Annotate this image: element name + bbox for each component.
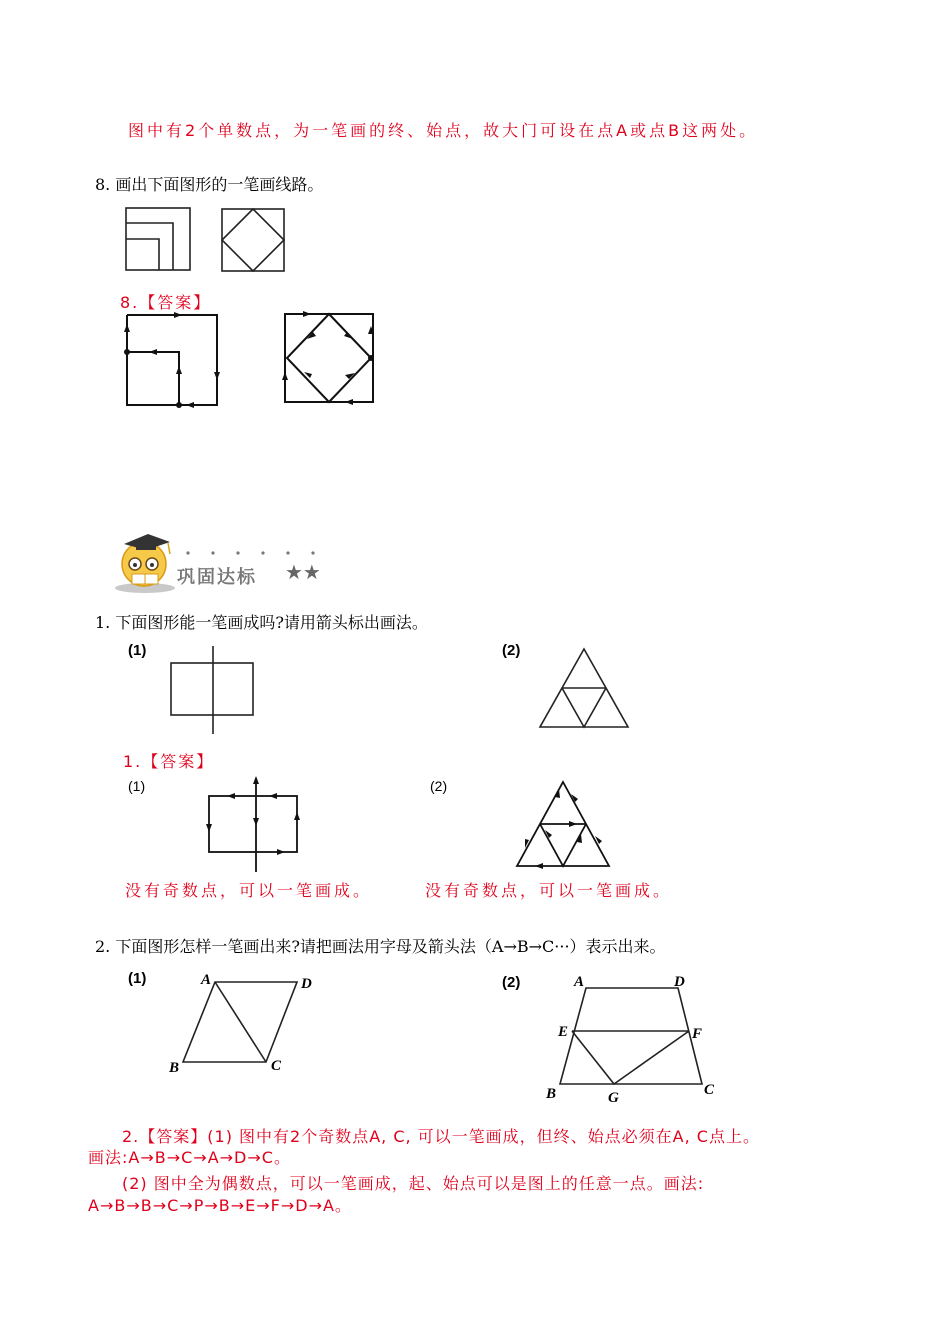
banner-dots: [185, 550, 335, 556]
q2-fig2-point-E: E: [558, 1024, 569, 1040]
q1-answer-label: 1.【答案】: [123, 752, 215, 771]
q2-fig1-point-B: B: [169, 1060, 180, 1076]
q1-answer-figure-2: [515, 780, 613, 870]
question-2: 2. 下面图形怎样一笔画出来?请把画法用字母及箭头法（A→B→C···）表示出来。: [95, 937, 666, 956]
q2-answer-line-1: 2.【答案】(1) 图中有2个奇数点A, C, 可以一笔画成，但终、始点必须在A, C点上。: [122, 1127, 760, 1146]
q2-figure-1-label: (1): [128, 970, 147, 987]
q1-figure-1: [168, 644, 258, 736]
q1-answer-2-label: (2): [430, 778, 448, 794]
banner-title: 巩固达标: [177, 567, 257, 588]
q2-fig1-point-C: C: [271, 1058, 282, 1074]
q2-fig2-point-B: B: [546, 1086, 557, 1102]
question-1: 1. 下面图形能一笔画成吗?请用箭头标出画法。: [95, 613, 428, 632]
mascot-icon: [110, 530, 180, 594]
question-8: 8. 画出下面图形的一笔画线路。: [95, 175, 324, 194]
q1-figure-2-label: (2): [502, 642, 521, 659]
q2-fig2-point-A: A: [574, 974, 585, 990]
q8-figure-square-diamond: [221, 208, 287, 274]
q1-answer-figure-1: [205, 776, 301, 874]
q2-fig2-point-G: G: [608, 1090, 619, 1106]
q2-figure-1: [165, 968, 325, 1078]
q2-fig2-point-D: D: [674, 974, 685, 990]
q1-answer-1-label: (1): [128, 778, 146, 794]
q2-answer-line-3: (2) 图中全为偶数点，可以一笔画成，起、始点可以是图上的任意一点。画法:: [122, 1174, 705, 1193]
q2-fig2-point-C: C: [704, 1082, 715, 1098]
q2-fig1-point-D: D: [301, 976, 312, 992]
q1-answer-note-2: 没有奇数点，可以一笔画成。: [425, 881, 673, 900]
q8-figure-square-corner: [125, 207, 195, 273]
top-note: 图中有2个单数点，为一笔画的终、始点，故大门可设在点A或点B这两处。: [128, 121, 759, 140]
q2-figure-2-label: (2): [502, 974, 521, 991]
q1-figure-1-label: (1): [128, 642, 147, 659]
q2-fig1-point-A: A: [201, 972, 212, 988]
q8-answer-figure-2: [283, 312, 377, 404]
q2-fig2-point-F: F: [692, 1026, 703, 1042]
q2-figure-2: [540, 970, 725, 1106]
banner-stars: ★★: [285, 560, 321, 584]
q1-answer-note-1: 没有奇数点，可以一笔画成。: [125, 881, 373, 900]
q2-answer-line-2: 画法:A→B→C→A→D→C。: [88, 1148, 291, 1167]
q2-answer-line-4: A→B→B→C→P→B→E→F→D→A。: [88, 1196, 352, 1215]
q8-answer-label: 8.【答案】: [120, 293, 212, 312]
q8-answer-figure-1: [122, 312, 220, 410]
q1-figure-2: [538, 647, 632, 731]
